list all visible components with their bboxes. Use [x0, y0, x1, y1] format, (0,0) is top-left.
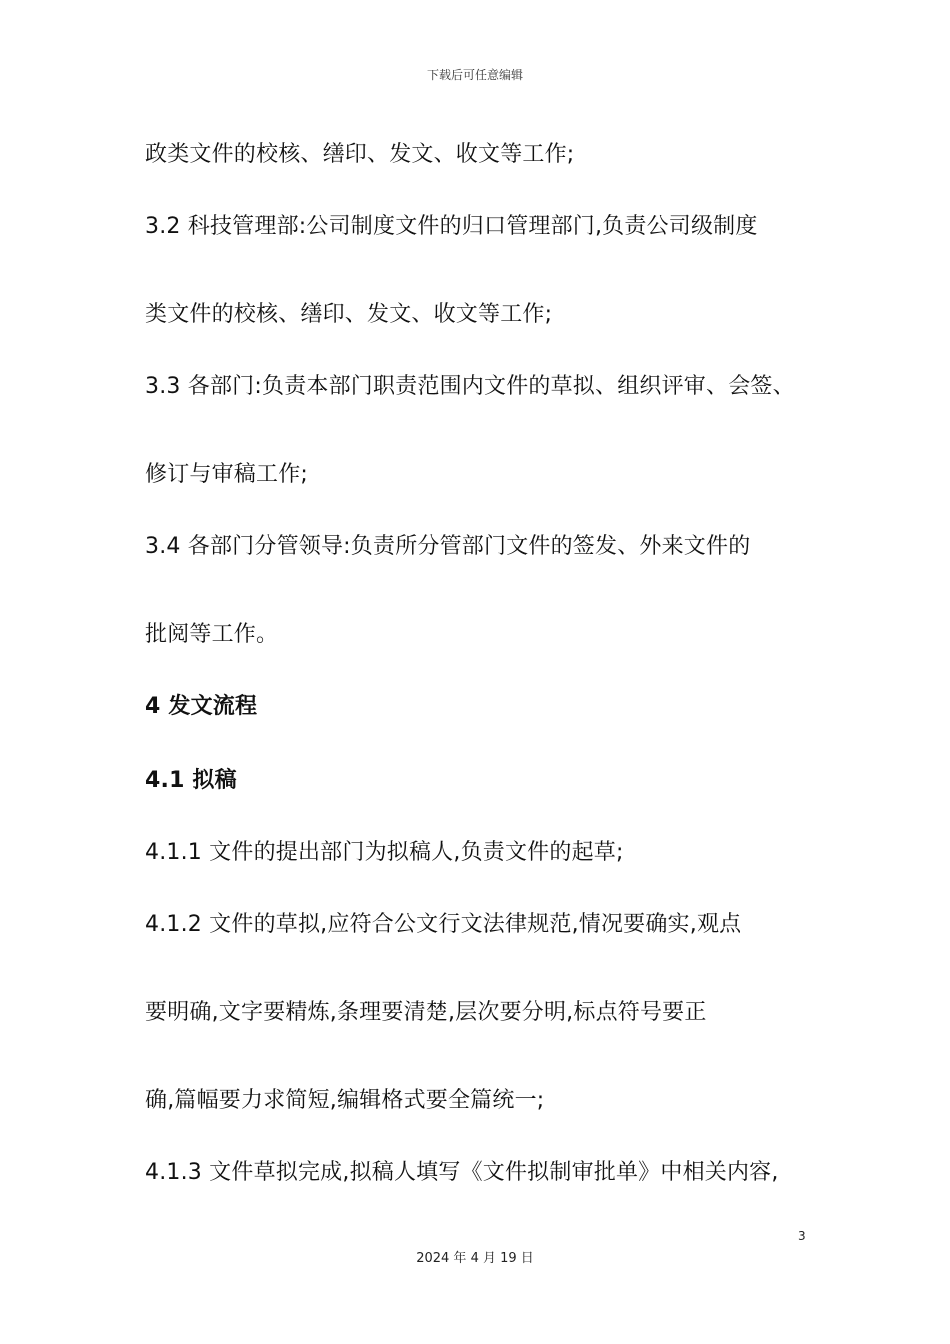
page-header: 下载后可任意编辑: [426, 68, 523, 82]
paragraph-line: 4.1.3 文件草拟完成,拟稿人填写《文件拟制审批单》中相关内容,: [145, 1160, 779, 1185]
paragraph-line: 3.4 各部门分管领导:负责所分管部门文件的签发、外来文件的: [145, 534, 751, 559]
subsection-heading: 4.1 拟稿: [145, 768, 237, 793]
section-heading: 4 发文流程: [145, 694, 258, 719]
paragraph-line: 4.1.1 文件的提出部门为拟稿人,负责文件的起草;: [145, 840, 624, 865]
footer-date: 2024 年 4 月 19 日: [416, 1251, 534, 1266]
paragraph-line: 政类文件的校核、缮印、发文、收文等工作;: [145, 142, 575, 167]
paragraph-line: 修订与审稿工作;: [145, 462, 309, 487]
paragraph-line: 类文件的校核、缮印、发文、收文等工作;: [145, 302, 553, 327]
paragraph-line: 3.2 科技管理部:公司制度文件的归口管理部门,负责公司级制度: [145, 214, 758, 239]
page-number: 3: [798, 1229, 806, 1243]
paragraph-line: 要明确,文字要精炼,条理要清楚,层次要分明,标点符号要正: [145, 1000, 707, 1025]
paragraph-line: 3.3 各部门:负责本部门职责范围内文件的草拟、组织评审、会签、: [145, 374, 795, 399]
paragraph-line: 批阅等工作。: [145, 622, 279, 647]
paragraph-line: 4.1.2 文件的草拟,应符合公文行文法律规范,情况要确实,观点: [145, 912, 742, 937]
paragraph-line: 确,篇幅要力求简短,编辑格式要全篇统一;: [145, 1088, 545, 1113]
